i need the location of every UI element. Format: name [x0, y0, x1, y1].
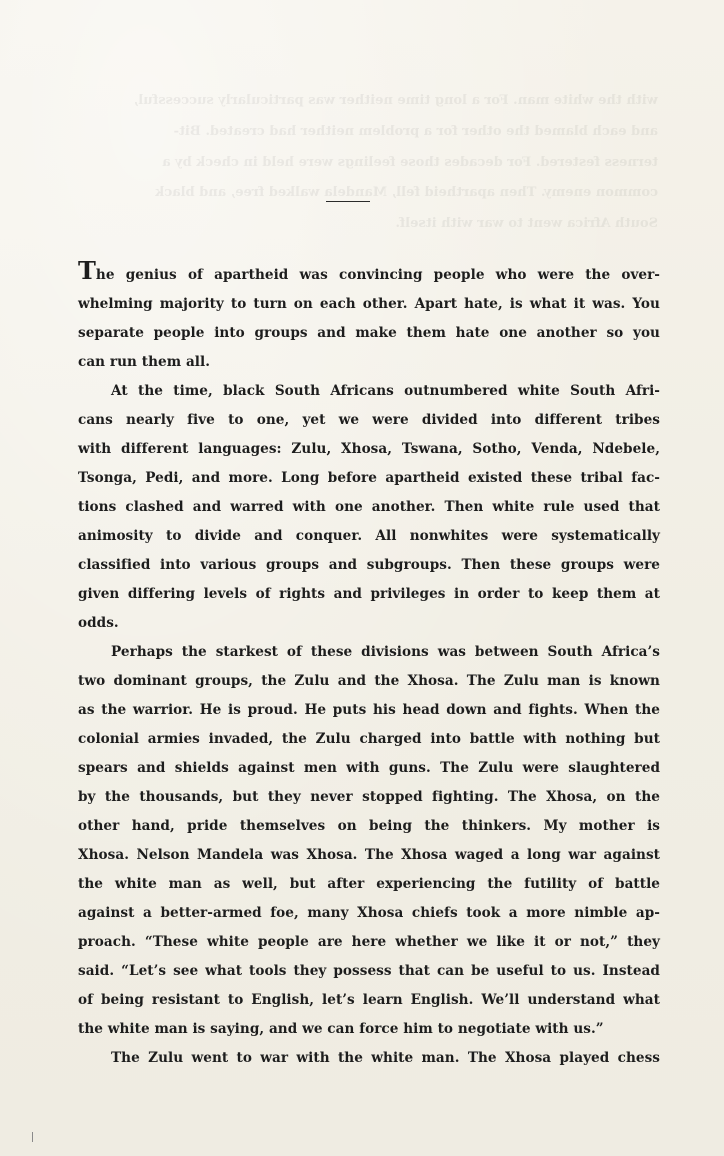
- paragraph-4: [78, 1044, 660, 1073]
- text-line: proach. “These white people are here whether we like it or not,” they: [78, 934, 660, 950]
- text-line: with different languages: Zulu, Xhosa, Tswana, Sotho, Venda, Ndebele,: [78, 441, 660, 457]
- text-line: the white man is saying, and we can force him to negotiate with us.”: [78, 1021, 604, 1037]
- text-line: Perhaps the starkest of these divisions was between South Africa’s: [111, 644, 660, 660]
- text-line: as the warrior. He is proud. He puts his head down and fights. When the: [78, 702, 660, 718]
- bleed-line: with the white man. For a long time neither was particularly successful,: [133, 93, 658, 108]
- bleed-line: terness festered. For decades those feelings were held in check by a: [162, 154, 658, 170]
- text-line: against a better-armed foe, many Xhosa chiefs took a more nimble ap-: [78, 905, 660, 921]
- text-line: The Zulu went to war with the white man. The Xhosa played chess: [111, 1050, 660, 1066]
- text-line: two dominant groups, the Zulu and the Xhosa. The Zulu man is known: [78, 673, 660, 689]
- section-divider: [326, 201, 370, 202]
- text-line-content: he genius of apartheid was convincing people who were the over-: [95, 267, 660, 283]
- paragraph-3: [78, 638, 660, 1044]
- text-line: colonial armies invaded, the Zulu charged into battle with nothing but: [78, 731, 660, 747]
- text-line: whelming majority to turn on each other. Apart hate, is what it was. You: [78, 296, 660, 312]
- text-line: by the thousands, but they never stopped fighting. The Xhosa, on the: [78, 789, 660, 805]
- text-line: animosity to divide and conquer. All nonwhites were systematically: [78, 528, 660, 544]
- paragraph-1: [78, 256, 660, 377]
- text-line: of being resistant to English, let’s learn English. We’ll understand what: [78, 992, 660, 1008]
- text-line: spears and shields against men with guns. The Zulu were slaughtered: [78, 760, 660, 776]
- text-line: cans nearly five to one, yet we were divided into different tribes: [78, 412, 660, 428]
- text-line: [78, 256, 660, 290]
- text-line: given differing levels of rights and privileges in order to keep them at: [78, 586, 660, 602]
- text-line: said. “Let’s see what tools they possess that can be useful to us. Instead: [78, 963, 660, 979]
- text-line: the white man as well, but after experiencing the futility of battle: [78, 876, 660, 892]
- text-line: other hand, pride themselves on being the thinkers. My mother is: [78, 818, 660, 834]
- body-text: [78, 256, 660, 1073]
- text-line: tions clashed and warred with one another. Then white rule used that: [78, 499, 660, 515]
- page-edge-mark: [32, 1132, 33, 1142]
- paragraph-2: [78, 377, 660, 638]
- text-line: separate people into groups and make them hate one another so you: [78, 325, 660, 341]
- text-line: classified into various groups and subgroups. Then these groups were: [78, 557, 660, 573]
- drop-cap: T: [78, 256, 96, 285]
- bleed-through-text: [78, 86, 658, 240]
- bleed-line: common enemy. Then apartheid fell, Mandela walked free, and black: [155, 185, 658, 201]
- text-line: Xhosa. Nelson Mandela was Xhosa. The Xhosa waged a long war against: [78, 847, 660, 863]
- text-line: At the time, black South Africans outnumbered white South Afri-: [111, 383, 660, 399]
- text-line: can run them all.: [78, 354, 211, 370]
- bleed-line: and each blamed the other for a problem neither had created. Bit-: [173, 123, 658, 139]
- text-line: Tsonga, Pedi, and more. Long before apartheid existed these tribal fac-: [78, 470, 660, 486]
- text-line: odds.: [78, 615, 119, 631]
- bleed-line: South Africa went to war with itself.: [395, 216, 658, 232]
